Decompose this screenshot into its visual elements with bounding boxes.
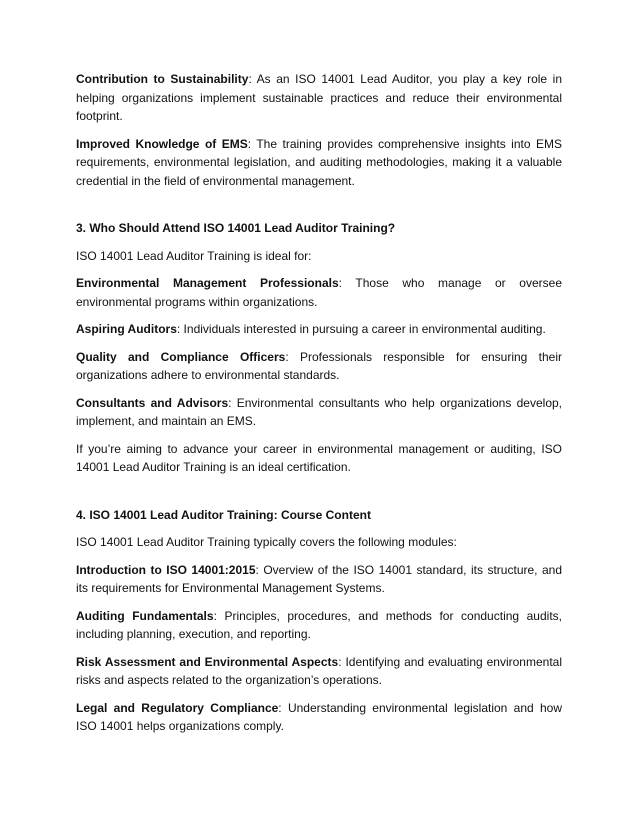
text-environmental-management-professionals: : Those who manage or oversee environmental programs within organizations. xyxy=(76,276,562,309)
paragraph-consultants-and-advisors xyxy=(76,394,562,431)
section-4-intro: ISO 14001 Lead Auditor Training typically covers the following modules: xyxy=(76,535,457,549)
text-aspiring-auditors: : Individuals interested in pursuing a career in environmental auditing. xyxy=(176,322,546,336)
text-improved-knowledge-of-ems: : The training provides comprehensive insights into EMS requirements, environmental legislation, and auditing methodologies, making it a valuable credential in the field of environmental management. xyxy=(76,136,562,188)
paragraph-auditing-fundamentals xyxy=(76,607,562,644)
text-legal-and-regulatory-compliance: : Understanding environmental legislation and how ISO 14001 helps organizations comply. xyxy=(76,700,562,733)
paragraph-legal-and-regulatory-compliance xyxy=(76,699,562,736)
term-auditing-fundamentals: Auditing Fundamentals xyxy=(76,608,214,623)
paragraph-contribution-to-sustainability xyxy=(76,70,562,126)
section-3-heading: 3. Who Should Attend ISO 14001 Lead Auditor Training? xyxy=(76,221,396,235)
section-3-intro: ISO 14001 Lead Auditor Training is ideal for: xyxy=(76,248,312,263)
term-consultants-and-advisors: Consultants and Advisors xyxy=(76,395,229,410)
section-3-closing: If you’re aiming to advance your career in environmental management or auditing, ISO 14001 Lead Auditor Training is an ideal certification. xyxy=(76,441,562,474)
paragraph-quality-and-compliance-officers xyxy=(76,348,562,385)
section-spacer xyxy=(76,199,562,219)
paragraph-risk-assessment xyxy=(76,653,562,690)
term-quality-and-compliance-officers: Quality and Compliance Officers xyxy=(76,349,286,364)
paragraph-introduction-to-iso-14001 xyxy=(76,561,562,598)
term-aspiring-auditors: Aspiring Auditors xyxy=(76,322,177,336)
text-risk-assessment: : Identifying and evaluating environmental risks and aspects related to the organization’s operations. xyxy=(76,654,563,687)
term-risk-assessment: Risk Assessment and Environmental Aspects xyxy=(76,654,339,669)
text-introduction-to-iso-14001: : Overview of the ISO 14001 standard, its structure, and its requirements for Environmental Management Systems. xyxy=(76,562,562,595)
term-improved-knowledge-of-ems: Improved Knowledge of EMS xyxy=(76,136,248,151)
text-contribution-to-sustainability: : As an ISO 14001 Lead Auditor, you play a key role in helping organizations implement sustainable practices and reduce their environmental footprint. xyxy=(76,72,562,123)
term-legal-and-regulatory-compliance: Legal and Regulatory Compliance xyxy=(76,700,279,715)
section-spacer xyxy=(76,486,562,506)
text-quality-and-compliance-officers: : Professionals responsible for ensuring their organizations adhere to environmental standards. xyxy=(76,349,562,382)
paragraph-improved-knowledge-of-ems xyxy=(76,135,562,191)
section-4-heading: 4. ISO 14001 Lead Auditor Training: Course Content xyxy=(76,507,371,522)
term-introduction-to-iso-14001: Introduction to ISO 14001:2015 xyxy=(76,562,256,577)
paragraph-aspiring-auditors xyxy=(76,320,562,339)
document-page xyxy=(76,70,562,745)
term-environmental-management-professionals: Environmental Management Professionals xyxy=(76,276,339,290)
term-contribution-to-sustainability: Contribution to Sustainability xyxy=(76,72,249,86)
text-auditing-fundamentals: : Principles, procedures, and methods for conducting audits, including planning, execution, and reporting. xyxy=(76,608,562,641)
text-consultants-and-advisors: : Environmental consultants who help organizations develop, implement, and maintain an EMS. xyxy=(76,395,562,428)
paragraph-environmental-management-professionals xyxy=(76,274,562,311)
